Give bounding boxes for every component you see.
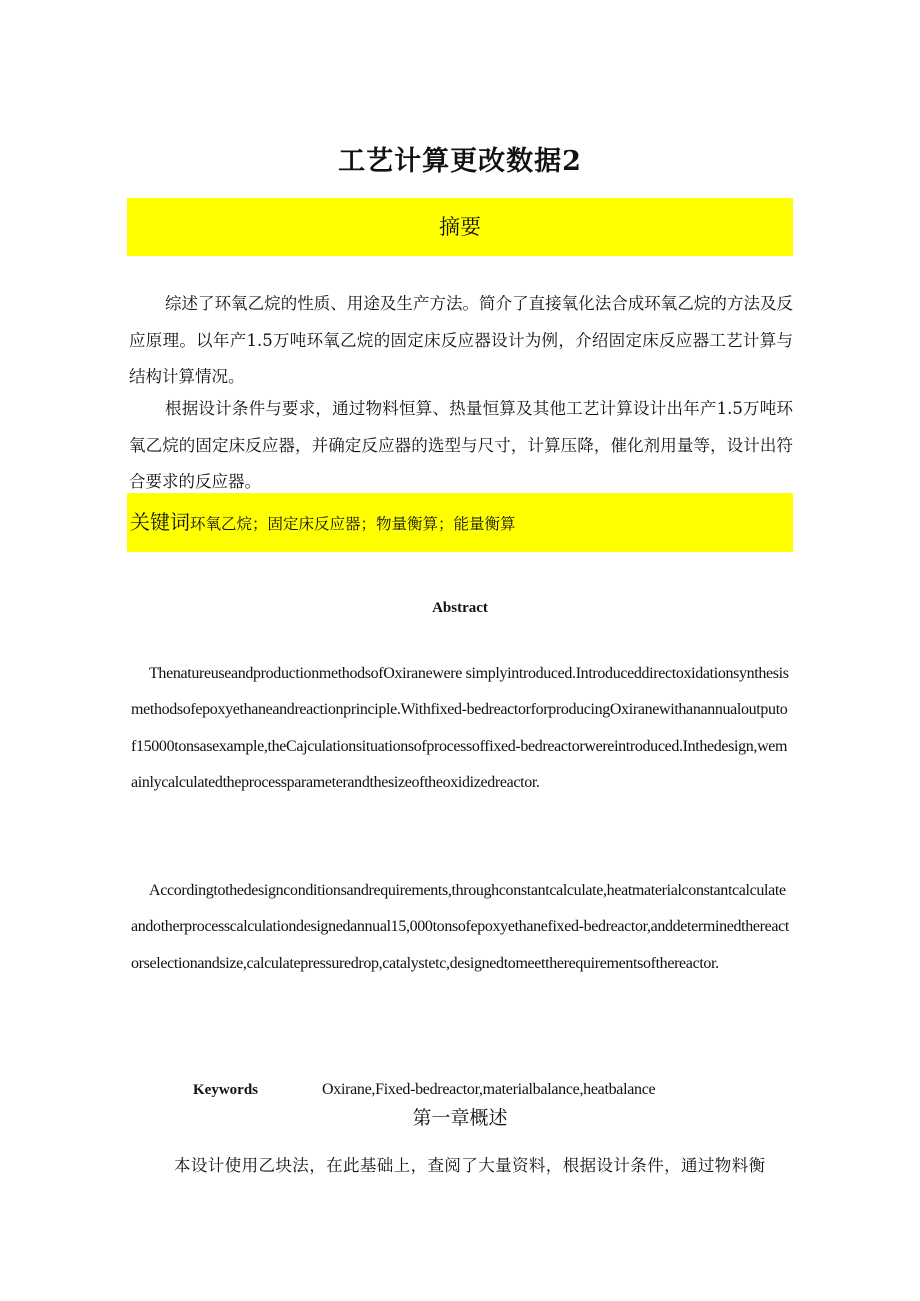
abstract-en-paragraph-1-text: ThenatureuseandproductionmethodsofOxiranewere simplyintroduced.Introduceddirectoxidationsynthesismethodsofepoxyethaneandreactionprinciple.Withfixed-bedreactorforproducingOxiranewithanannualoutputof15000tonsasexample,theCajculationsituationsofprocessoffixed-bedreactorwereintroduced.Inthedesign,wemainlycalculatedtheprocessparameterandthesizeoftheoxidizedreactor. [131,665,789,791]
keywords-cn-text: 环氧乙烷；固定床反应器；物量衡算；能量衡算 [190,515,516,533]
abstract-en-heading: Abstract [432,600,488,616]
abstract-heading-band [127,198,793,256]
abstract-en-paragraph-2 [131,873,791,982]
abstract-heading: 摘要 [439,215,481,239]
keywords-cn-band [127,493,793,552]
abstract-cn-paragraph-1: 综述了环氧乙烷的性质、用途及生产方法。简介了直接氧化法合成环氧乙烷的方法及反应原理。以年产1.5万吨环氧乙烷的固定床反应器设计为例，介绍固定床反应器工艺计算与结构计算情况。 [129,294,793,386]
chapter-1-first-line: 本设计使用乙块法，在此基础上，查阅了大量资料，根据设计条件，通过物料衡 [174,1156,766,1175]
document-title: 工艺计算更改数据2 [338,146,582,177]
keywords-en-label: Keywords [193,1082,258,1098]
abstract-en-paragraph-1 [131,656,791,801]
abstract-en-paragraph-2-text: Accordingtothedesignconditionsandrequirements,throughconstantcalculate,heatmaterialconstantcalculateandotherprocesscalculationdesignedannual15,000tonsofepoxyethanefixed-bedreactor,anddeterminedthereactorselectionandsize,calculatepressuredrop,catalystetc,designedtomeettherequirementsofthereactor. [131,882,789,972]
keywords-cn-label: 关键词 [130,510,190,534]
keywords-en-text: Oxirane,Fixed-bedreactor,materialbalance,heatbalance [322,1081,656,1098]
abstract-cn-paragraph-2: 根据设计条件与要求，通过物料恒算、热量恒算及其他工艺计算设计出年产1.5万吨环氧乙烷的固定床反应器，并确定反应器的选型与尺寸，计算压降，催化剂用量等，设计出符合要求的反应器。 [129,399,793,491]
chapter-1-heading: 第一章概述 [412,1107,508,1129]
